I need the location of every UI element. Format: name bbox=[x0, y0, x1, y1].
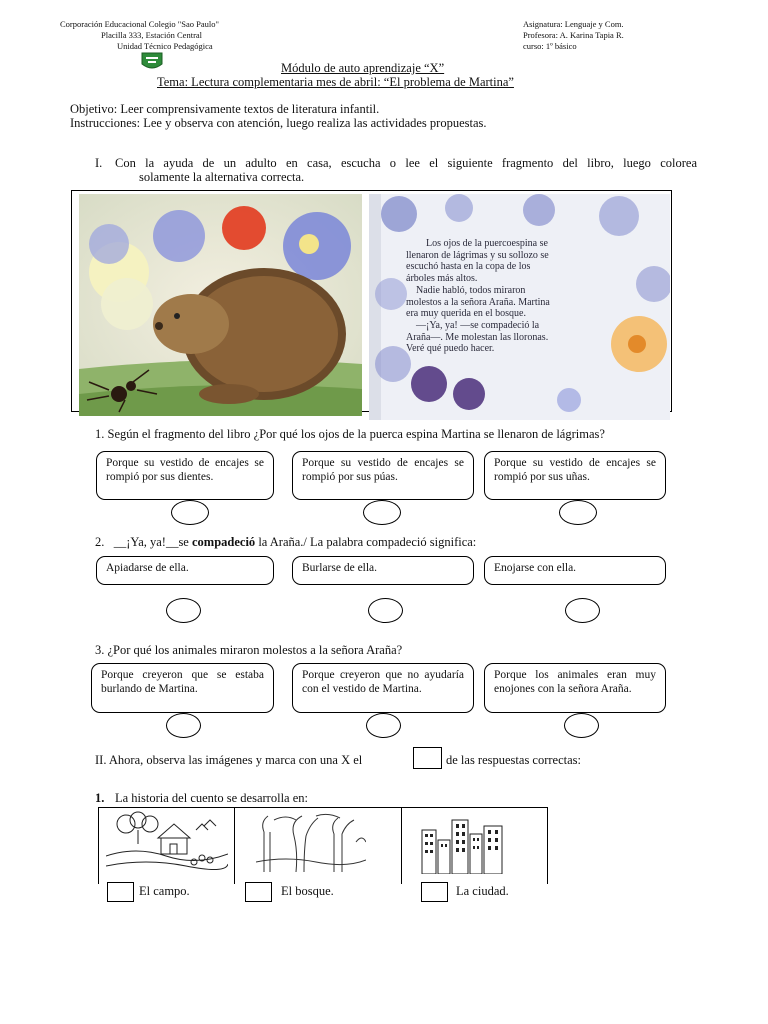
book-text-line: llenaron de lágrimas y su sollozo se bbox=[406, 249, 549, 261]
q2-option-b[interactable]: Burlarse de ella. bbox=[292, 556, 474, 585]
book-text-line: era muy querida en el bosque. bbox=[406, 308, 526, 320]
q4-question: La historia del cuento se desarrolla en: bbox=[115, 791, 308, 805]
book-text-line: árboles más altos. bbox=[406, 273, 478, 285]
school-unit: Unidad Técnico Pedagógica bbox=[117, 41, 213, 51]
example-checkbox bbox=[413, 747, 442, 769]
hedgehog-illustration bbox=[79, 194, 362, 416]
forest-picture bbox=[256, 812, 366, 872]
q2-circle-c[interactable] bbox=[565, 598, 600, 623]
checkbox-campo[interactable] bbox=[107, 882, 134, 902]
section1-numeral: I. bbox=[95, 156, 103, 170]
course-label: curso: 1º básico bbox=[523, 41, 577, 51]
q1-option-c[interactable]: Porque su vestido de encajes se rompió por sus uñas. bbox=[484, 451, 666, 500]
section2-text-cont: de las respuestas correctas: bbox=[446, 753, 582, 767]
q2-circle-a[interactable] bbox=[166, 598, 201, 623]
q4-number: 1. bbox=[95, 791, 105, 805]
book-text-line: Los ojos de la puercoespina se bbox=[426, 238, 548, 249]
teacher-label: Profesora: A. Karina Tapia R. bbox=[523, 30, 624, 40]
q2-option-c[interactable]: Enojarse con ella. bbox=[484, 556, 666, 585]
q3-circle-b[interactable] bbox=[366, 713, 401, 738]
topic-title: Tema: Lectura complementaria mes de abril: “El problema de Martina” bbox=[157, 75, 514, 89]
module-title: Módulo de auto aprendizaje “X” bbox=[281, 61, 445, 75]
q1-circle-c[interactable] bbox=[559, 500, 597, 525]
label-campo: El campo. bbox=[139, 884, 190, 898]
checkbox-ciudad[interactable] bbox=[421, 882, 448, 902]
book-text bbox=[406, 238, 626, 355]
section2-text: II. Ahora, observa las imágenes y marca con una X el bbox=[95, 753, 363, 767]
q2-option-a[interactable]: Apiadarse de ella. bbox=[96, 556, 274, 585]
question-2: 2. __¡Ya, ya!__se compadeció la Araña./ La palabra compadeció significa: bbox=[95, 535, 477, 549]
book-text-line: Nadie habló, todos miraron bbox=[416, 284, 526, 296]
picture-divider bbox=[234, 807, 235, 884]
instructions: Instrucciones: Lee y observa con atención, luego realiza las actividades propuestas. bbox=[70, 116, 487, 130]
city-picture bbox=[420, 816, 504, 874]
book-text-line: escuchó hasta en la copa de los bbox=[406, 261, 531, 273]
q3-circle-c[interactable] bbox=[564, 713, 599, 738]
q1-circle-b[interactable] bbox=[363, 500, 401, 525]
section1-text: Con la ayuda de un adulto en casa, escucha o lee el siguiente fragmento del libro, luego colorea bbox=[115, 156, 697, 170]
q1-option-b[interactable]: Porque su vestido de encajes se rompió por sus púas. bbox=[292, 451, 474, 500]
q1-option-a[interactable]: Porque su vestido de encajes se rompió por sus dientes. bbox=[96, 451, 274, 500]
q3-option-a[interactable]: Porque creyeron que se estaba burlando de Martina. bbox=[91, 663, 274, 713]
picture-divider bbox=[401, 807, 402, 884]
label-ciudad: La ciudad. bbox=[456, 884, 509, 898]
countryside-picture bbox=[106, 810, 228, 874]
book-text-line: —¡Ya, ya! —se compadeció la bbox=[416, 319, 540, 331]
school-logo bbox=[141, 52, 163, 72]
objective: Objetivo: Leer comprensivamente textos de literatura infantil. bbox=[70, 102, 380, 116]
q3-option-b[interactable]: Porque creyeron que no ayudaría con el vestido de Martina. bbox=[292, 663, 474, 713]
section1-text-cont: solamente la alternativa correcta. bbox=[139, 170, 305, 184]
checkbox-bosque[interactable] bbox=[245, 882, 272, 902]
book-text-line: Veré qué puedo hacer. bbox=[406, 343, 495, 355]
school-name: Corporación Educacional Colegio "Sao Paulo" bbox=[60, 19, 219, 29]
question-1: 1. Según el fragmento del libro ¿Por qué los ojos de la puerca espina Martina se llenaron de lágrimas? bbox=[95, 427, 605, 441]
label-bosque: El bosque. bbox=[281, 884, 334, 898]
book-text-line: Araña—. Me molestan las lloronas. bbox=[406, 331, 549, 343]
question-3: 3. ¿Por qué los animales miraron molestos a la señora Araña? bbox=[95, 643, 403, 657]
book-text-line: molestos a la señora Araña. Martina bbox=[406, 296, 550, 308]
school-address: Placilla 333, Estación Central bbox=[101, 30, 203, 40]
subject-label: Asignatura: Lenguaje y Com. bbox=[523, 19, 624, 29]
q3-circle-a[interactable] bbox=[166, 713, 201, 738]
q3-option-c[interactable]: Porque los animales eran muy enojones con la señora Araña. bbox=[484, 663, 666, 713]
q2-circle-b[interactable] bbox=[368, 598, 403, 623]
q1-circle-a[interactable] bbox=[171, 500, 209, 525]
